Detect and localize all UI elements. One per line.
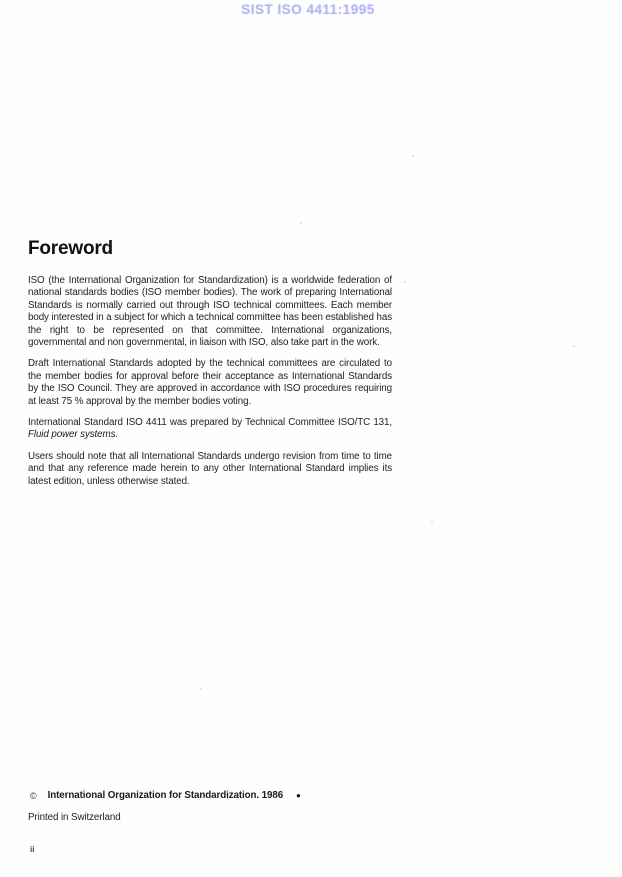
paragraph-revision-note: Users should note that all International Standards undergo revision from time to time and that any reference made herein to any other International Standard implies its latest edition, unless otherwise stated. (28, 450, 392, 487)
foreword-heading: Foreword (28, 238, 113, 259)
scan-speck (412, 155, 414, 157)
foreword-section (28, 238, 392, 497)
paragraph-draft-standards: Draft International Standards adopted by the technical committees are circulated to the member bodies for approval before their acceptance as International Standards by the ISO Council. They are approved in accordance with ISO procedures requiring at least 75 % approval by the member bodies voting. (28, 358, 392, 407)
copyright-symbol-icon: © (30, 790, 37, 801)
page-number: ii (30, 845, 35, 854)
printed-in-switzerland-label: Printed in Switzerland (28, 812, 121, 823)
scan-speck (200, 688, 202, 690)
scan-speck (573, 345, 575, 347)
committee-title-italic: Fluid power systems. (28, 429, 119, 441)
bullet-dot-icon: ● (296, 791, 301, 800)
standard-designation-watermark: SIST ISO 4411:1995 (241, 2, 375, 17)
copyright-line (30, 790, 301, 801)
paragraph-iso-federation: ISO (the International Organization for Standardization) is a worldwide federation of national standards bodies (ISO member bodies). The work of preparing International Standards is normally carried out through ISO technical committees. Each member body interested in a subject for which a technical committee has been established has the right to be represented on that committee. International organizations, governmental and non governmental, in liaison with ISO, also take part in the work. (28, 275, 392, 349)
scan-speck (431, 521, 433, 523)
paragraph-committee (28, 417, 392, 442)
scan-speck (404, 281, 406, 283)
committee-text: International Standard ISO 4411 was prepared by Technical Committee ISO/TC 131, (28, 417, 392, 429)
scan-speck (300, 222, 302, 224)
copyright-text: International Organization for Standardization. 1986 (47, 790, 284, 801)
